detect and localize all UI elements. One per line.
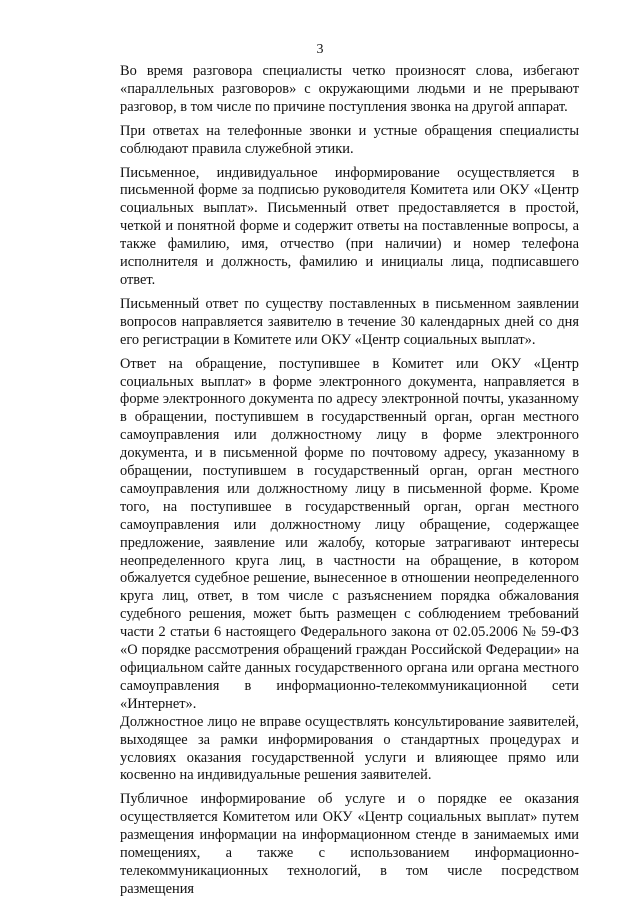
paragraph-written-informing: Письменное, индивидуальное информирование осуществляется в письменной форме за подписью руководителя Комитета или ОКУ «Центр социальных выплат». Письменный ответ предоставляется в простой, четкой и понятной форме и содержит ответы на поставленные вопросы, а также фамилию, имя, отчество (при наличии) и номер телефона исполнителя и должность, фамилию и инициалы лица, подписавшего ответ.: [120, 164, 579, 288]
paragraph-official-limits: Должностное лицо не вправе осуществлять консультирование заявителей, выходящее за рамки информирования о стандартных процедурах и условиях оказания государственной услуги и влияющее прямо или косвенно на индивидуальные решения заявителей.: [120, 713, 579, 784]
paragraph-service-ethics: При ответах на телефонные звонки и устные обращения специалисты соблюдают правила служебной этики.: [120, 122, 579, 157]
paragraph-written-answer-deadline: Письменный ответ по существу поставленных в письменном заявлении вопросов направляется заявителю в течение 30 календарных дней со дня его регистрации в Комитете или ОКУ «Центр социальных выплат».: [120, 295, 579, 348]
document-body: [120, 63, 579, 899]
page-number: 3: [316, 42, 324, 57]
paragraph-electronic-answer: Ответ на обращение, поступившее в Комитет или ОКУ «Центр социальных выплат» в форме электронного документа, направляется в форме электронного документа по адресу электронной почты, указанному в обращении, поступившем в государственный орган, орган местного самоуправления или должностному лицу в форме электронного документа, и в письменной форме по почтовому адресу, указанному в обращении, поступившем в государственный орган, орган местного самоуправления или должностному лицу в письменной форме. Кроме того, на поступившее в государственный орган, орган местного самоуправления или должностному лицу обращение, содержащее предложение, заявление или жалобу, которые затрагивают интересы неопределенного круга лиц, в частности на обращение, в котором обжалуется судебное решение, вынесенное в отношении неопределенного круга лиц, ответ, в том числе с разъяснением порядка обжалования судебного решения, может быть размещен с соблюдением требований части 2 статьи 6 настоящего Федерального закона от 02.05.2006 № 59-ФЗ «О порядке рассмотрения обращений граждан Российской Федерации» на официальном сайте данных государственного органа или органа местного самоуправления в информационно-телекоммуникационной сети «Интернет».: [120, 355, 579, 712]
paragraph-phone-conversation: Во время разговора специалисты четко произносят слова, избегают «параллельных разговоров» с окружающими людьми и не прерывают разговор, в том числе по причине поступления звонка на другой аппарат.: [120, 63, 579, 115]
paragraph-public-informing: Публичное информирование об услуге и о порядке ее оказания осуществляется Комитетом или ОКУ «Центр социальных выплат» путем размещения информации на информационном стенде в занимаемых ими помещениях, а также с использованием информационно-телекоммуникационных технологий, в том числе посредством размещения: [120, 791, 579, 897]
